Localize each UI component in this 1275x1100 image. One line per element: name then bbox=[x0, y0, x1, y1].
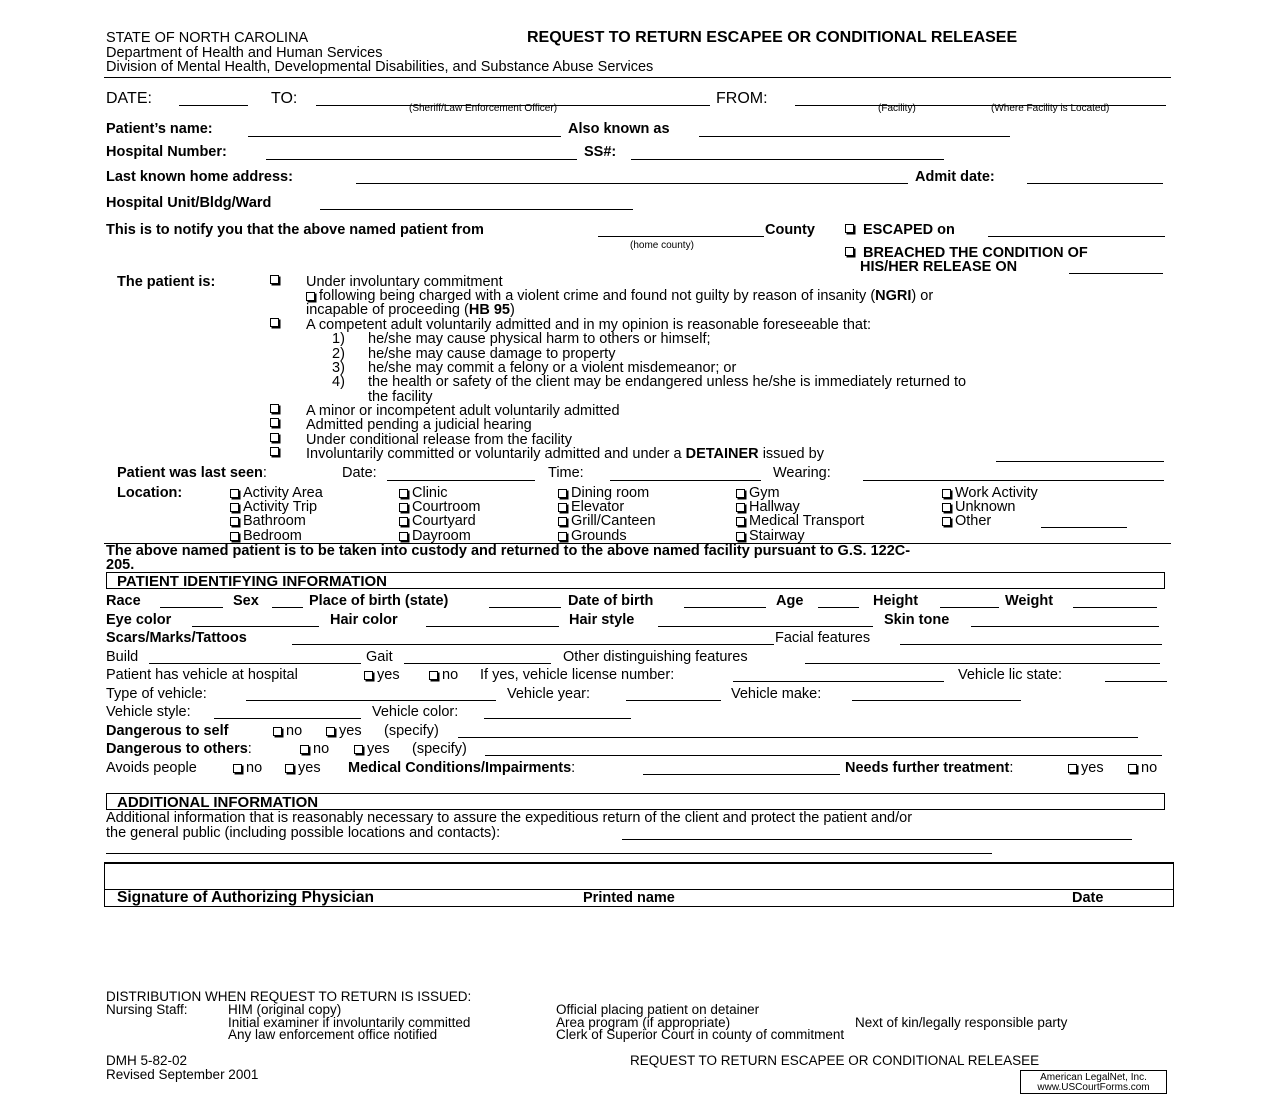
breached-date-field[interactable] bbox=[1069, 273, 1163, 274]
facial-features-label: Facial features bbox=[775, 630, 871, 646]
legalnet-stamp bbox=[1020, 1070, 1167, 1094]
vehicle-style-field[interactable] bbox=[214, 718, 361, 719]
race-field[interactable] bbox=[160, 607, 223, 608]
lic-state-field[interactable] bbox=[1105, 681, 1167, 682]
dangerous-self-field[interactable] bbox=[458, 737, 1138, 738]
loc-bathroom-checkbox[interactable] bbox=[230, 517, 239, 526]
loc-dining-room-checkbox[interactable] bbox=[558, 489, 567, 498]
loc-courtroom[interactable]: Courtroom bbox=[399, 500, 481, 515]
last-seen-label: Patient was last seen: bbox=[117, 465, 267, 481]
vehicle-color-field[interactable] bbox=[484, 718, 631, 719]
hospital-number-field[interactable] bbox=[266, 159, 577, 160]
hair-style-label: Hair style bbox=[569, 612, 635, 628]
wearing-field[interactable] bbox=[863, 480, 1164, 481]
hair-color-label: Hair color bbox=[330, 612, 398, 628]
conditional-label: Under conditional release from the facility bbox=[306, 432, 572, 448]
avoids-people-label: Avoids people bbox=[106, 760, 197, 776]
address-field[interactable] bbox=[356, 183, 908, 184]
dist-next-of-kin: Next of kin/legally responsible party bbox=[855, 1015, 1068, 1030]
avoids-no[interactable]: no bbox=[233, 761, 262, 776]
to-sublabel: (Sheriff/Law Enforcement Officer) bbox=[409, 103, 558, 114]
loc-activity-area[interactable]: Activity Area bbox=[230, 486, 323, 501]
loc-hallway-checkbox[interactable] bbox=[736, 503, 745, 512]
wearing-label: Wearing: bbox=[773, 465, 831, 481]
dangerous-others-no-checkbox[interactable] bbox=[300, 745, 309, 754]
vehicle-yes-checkbox[interactable] bbox=[364, 671, 373, 680]
aka-label: Also known as bbox=[568, 121, 670, 137]
escaped-checkbox[interactable] bbox=[845, 224, 854, 233]
ss-label: SS#: bbox=[584, 144, 617, 160]
breached-checkbox[interactable] bbox=[845, 247, 854, 256]
loc-clinic[interactable]: Clinic bbox=[399, 486, 447, 501]
escaped-label: ESCAPED on bbox=[863, 222, 955, 238]
vehicle-no-option[interactable]: no bbox=[429, 668, 458, 683]
vehicle-type-field[interactable] bbox=[246, 700, 496, 701]
build-field[interactable] bbox=[149, 663, 361, 664]
involuntary-label: Under involuntary commitment bbox=[306, 274, 503, 290]
admit-date-label: Admit date: bbox=[915, 169, 995, 185]
pid-section-header bbox=[106, 572, 1165, 589]
loc-stairway-checkbox[interactable] bbox=[736, 532, 745, 541]
avoids-no-checkbox[interactable] bbox=[233, 764, 242, 773]
loc-gym-checkbox[interactable] bbox=[736, 489, 745, 498]
loc-unknown-checkbox[interactable] bbox=[942, 503, 951, 512]
loc-dining-room[interactable]: Dining room bbox=[558, 486, 649, 501]
home-county-sublabel: (home county) bbox=[630, 240, 694, 251]
vehicle-no-checkbox[interactable] bbox=[429, 671, 438, 680]
escaped-date-field[interactable] bbox=[988, 236, 1165, 237]
dist-area-program: Area program (if appropriate) bbox=[556, 1015, 731, 1030]
dangerous-others-no[interactable]: no bbox=[300, 742, 329, 757]
loc-hallway[interactable]: Hallway bbox=[736, 500, 800, 515]
pending-checkbox[interactable] bbox=[270, 418, 279, 427]
avoids-yes[interactable]: yes bbox=[285, 761, 321, 776]
hospital-number-label: Hospital Number: bbox=[106, 144, 227, 160]
aka-field[interactable] bbox=[699, 136, 1010, 137]
ngri-text-b: NGRI bbox=[875, 288, 912, 304]
loc-unknown[interactable]: Unknown bbox=[942, 500, 1015, 515]
legalnet-name: American LegalNet, Inc. bbox=[1040, 1072, 1147, 1083]
legalnet-url: www.USCourtForms.com bbox=[1037, 1082, 1150, 1093]
vehicle-make-field[interactable] bbox=[852, 700, 1021, 701]
other-features-label: Other distinguishing features bbox=[563, 649, 748, 665]
ngri-text-a: following being charged with a violent crime and found not guilty by reason of insanity ( bbox=[319, 288, 876, 304]
loc-medical-transport[interactable]: Medical Transport bbox=[736, 514, 864, 529]
dangerous-self-yes-checkbox[interactable] bbox=[326, 727, 335, 736]
dist-initial-examiner: Initial examiner if involuntarily committed bbox=[228, 1015, 471, 1030]
avoids-yes-checkbox[interactable] bbox=[285, 764, 294, 773]
footer-title: REQUEST TO RETURN ESCAPEE OR CONDITIONAL RELEASEE bbox=[630, 1053, 1040, 1068]
custody-text: The above named patient is to be taken into custody and returned to the above named facility pursuant to G.S. 122C- bbox=[106, 543, 911, 559]
other-features-field[interactable] bbox=[805, 663, 1160, 664]
dangerous-self-yes[interactable]: yes bbox=[326, 724, 362, 739]
to-label: TO: bbox=[271, 90, 298, 107]
skin-tone-field[interactable] bbox=[971, 626, 1159, 627]
ngri-checkbox[interactable] bbox=[306, 292, 315, 301]
detainer-label: Involuntarily committed or voluntarily admitted and under a DETAINER issued by bbox=[306, 446, 824, 462]
gait-label: Gait bbox=[366, 649, 393, 665]
age-label: Age bbox=[776, 593, 804, 609]
additional-field-1[interactable] bbox=[622, 839, 1132, 840]
nursing-staff-label: Nursing Staff: bbox=[106, 1002, 188, 1017]
hair-style-field[interactable] bbox=[658, 626, 873, 627]
dist-clerk: Clerk of Superior Court in county of commitment bbox=[556, 1027, 845, 1042]
loc-bedroom[interactable]: Bedroom bbox=[230, 529, 302, 544]
loc-dayroom[interactable]: Dayroom bbox=[399, 529, 471, 544]
loc-grill-canteen-checkbox[interactable] bbox=[558, 517, 567, 526]
loc-bathroom[interactable]: Bathroom bbox=[230, 514, 306, 529]
reason-3-number: 3) bbox=[332, 360, 345, 376]
dangerous-self-label: Dangerous to self bbox=[106, 723, 229, 739]
competent-label: A competent adult voluntarily admitted and in my opinion is reasonable foreseeable that: bbox=[306, 317, 872, 333]
home-county-field[interactable] bbox=[598, 236, 764, 237]
loc-activity-area-checkbox[interactable] bbox=[230, 489, 239, 498]
pending-label: Admitted pending a judicial hearing bbox=[306, 417, 532, 433]
further-treatment-label: Needs further treatment: bbox=[845, 760, 1014, 776]
signature-date-label: Date bbox=[1072, 890, 1104, 906]
loc-courtroom-checkbox[interactable] bbox=[399, 503, 408, 512]
dangerous-others-field[interactable] bbox=[485, 755, 1162, 756]
loc-other-field[interactable] bbox=[1041, 527, 1127, 528]
loc-grounds-checkbox[interactable] bbox=[558, 532, 567, 541]
location-sublabel: (Where Facility is Located) bbox=[991, 103, 1110, 114]
admit-date-field[interactable] bbox=[1027, 183, 1163, 184]
dangerous-others-yes-checkbox[interactable] bbox=[354, 745, 363, 754]
dist-him: HIM (original copy) bbox=[228, 1002, 342, 1017]
loc-work-activity-checkbox[interactable] bbox=[942, 489, 951, 498]
from-label: FROM: bbox=[716, 90, 768, 107]
reason-4-number: 4) bbox=[332, 374, 345, 390]
dangerous-others-specify: (specify) bbox=[412, 741, 467, 757]
vehicle-yes-option[interactable]: yes bbox=[364, 668, 400, 683]
loc-medical-transport-checkbox[interactable] bbox=[736, 517, 745, 526]
printed-name-label: Printed name bbox=[583, 890, 675, 906]
division-name: Division of Mental Health, Developmental Disabilities, and Substance Abuse Services bbox=[106, 59, 654, 75]
reason-4-text: the health or safety of the client may be endangered unless he/she is immediately returned to bbox=[368, 374, 967, 390]
loc-bedroom-checkbox[interactable] bbox=[230, 532, 239, 541]
unit-field[interactable] bbox=[320, 209, 633, 210]
lic-state-label: Vehicle lic state: bbox=[958, 667, 1062, 683]
height-field[interactable] bbox=[940, 607, 999, 608]
date-field[interactable] bbox=[179, 105, 248, 106]
loc-courtyard[interactable]: Courtyard bbox=[399, 514, 476, 529]
patient-name-label: Patient’s name: bbox=[106, 121, 213, 137]
loc-other-checkbox[interactable] bbox=[942, 517, 951, 526]
custody-text-2: 205. bbox=[106, 557, 135, 573]
vehicle-year-label: Vehicle year: bbox=[507, 686, 591, 702]
loc-activity-trip-checkbox[interactable] bbox=[230, 503, 239, 512]
loc-elevator[interactable]: Elevator bbox=[558, 500, 624, 515]
age-field[interactable] bbox=[818, 607, 859, 608]
notify-label: This is to notify you that the above named patient from bbox=[106, 222, 484, 238]
last-seen-date-label: Date: bbox=[342, 465, 377, 481]
from-field[interactable] bbox=[795, 105, 1166, 106]
further-yes[interactable]: yes bbox=[1068, 761, 1104, 776]
distribution-heading: DISTRIBUTION WHEN REQUEST TO RETURN IS ISSUED: bbox=[106, 989, 472, 1004]
vehicle-label: Patient has vehicle at hospital bbox=[106, 667, 298, 683]
date-label: DATE: bbox=[106, 90, 152, 107]
department-name: Department of Health and Human Services bbox=[106, 45, 383, 61]
dangerous-self-no[interactable]: no bbox=[273, 724, 302, 739]
additional-field-2[interactable] bbox=[106, 853, 992, 854]
form-number: DMH 5-82-02 bbox=[106, 1053, 188, 1068]
build-label: Build bbox=[106, 649, 139, 665]
dob-field[interactable] bbox=[684, 607, 766, 608]
address-label: Last known home address: bbox=[106, 169, 293, 185]
loc-activity-trip[interactable]: Activity Trip bbox=[230, 500, 317, 515]
patient-name-field[interactable] bbox=[248, 136, 561, 137]
loc-stairway[interactable]: Stairway bbox=[736, 529, 805, 544]
pid-heading: PATIENT IDENTIFYING INFORMATION bbox=[117, 573, 387, 590]
breached-label-2: HIS/HER RELEASE ON bbox=[860, 259, 1018, 275]
unit-label: Hospital Unit/Bldg/Ward bbox=[106, 195, 272, 211]
loc-dayroom-checkbox[interactable] bbox=[399, 532, 408, 541]
skin-tone-label: Skin tone bbox=[884, 612, 950, 628]
loc-gym[interactable]: Gym bbox=[736, 486, 780, 501]
dangerous-others-yes[interactable]: yes bbox=[354, 742, 390, 757]
additional-heading: ADDITIONAL INFORMATION bbox=[117, 794, 319, 811]
reason-1-number: 1) bbox=[332, 331, 345, 347]
patient-status-label: The patient is: bbox=[117, 274, 216, 290]
height-label: Height bbox=[873, 593, 919, 609]
weight-field[interactable] bbox=[1073, 607, 1157, 608]
form-title: REQUEST TO RETURN ESCAPEE OR CONDITIONAL RELEASEE bbox=[527, 29, 1018, 46]
state-name: STATE OF NORTH CAROLINA bbox=[106, 30, 309, 46]
reason-4-text-cont: the facility bbox=[368, 389, 433, 405]
dist-official: Official placing patient on detainer bbox=[556, 1002, 760, 1017]
facility-sublabel: (Facility) bbox=[878, 103, 916, 114]
loc-clinic-checkbox[interactable] bbox=[399, 489, 408, 498]
vehicle-year-field[interactable] bbox=[626, 700, 721, 701]
sex-label: Sex bbox=[233, 593, 259, 609]
reason-3-text: he/she may commit a felony or a violent misdemeanor; or bbox=[368, 360, 737, 376]
birthplace-label: Place of birth (state) bbox=[309, 593, 449, 609]
further-no-checkbox[interactable] bbox=[1128, 764, 1137, 773]
dob-label: Date of birth bbox=[568, 593, 654, 609]
vehicle-color-label: Vehicle color: bbox=[372, 704, 459, 720]
medical-field[interactable] bbox=[643, 774, 840, 775]
license-number-label: If yes, vehicle license number: bbox=[480, 667, 675, 683]
competent-checkbox[interactable] bbox=[270, 318, 279, 327]
location-label: Location: bbox=[117, 485, 183, 501]
loc-elevator-checkbox[interactable] bbox=[558, 503, 567, 512]
loc-work-activity[interactable]: Work Activity bbox=[942, 486, 1038, 501]
last-seen-time-field[interactable] bbox=[610, 480, 761, 481]
conditional-checkbox[interactable] bbox=[270, 433, 279, 442]
eye-color-field[interactable] bbox=[192, 626, 319, 627]
vehicle-make-label: Vehicle make: bbox=[731, 686, 822, 702]
loc-courtyard-checkbox[interactable] bbox=[399, 517, 408, 526]
reason-2-number: 2) bbox=[332, 346, 345, 362]
ngri-text-c: ) or bbox=[911, 288, 934, 304]
additional-text-2: the general public (including possible locations and contacts): bbox=[106, 825, 501, 841]
vehicle-type-label: Type of vehicle: bbox=[106, 686, 207, 702]
involuntary-checkbox[interactable] bbox=[270, 275, 279, 284]
loc-grounds[interactable]: Grounds bbox=[558, 529, 627, 544]
vehicle-style-label: Vehicle style: bbox=[106, 704, 191, 720]
scars-label: Scars/Marks/Tattoos bbox=[106, 630, 247, 646]
further-no[interactable]: no bbox=[1128, 761, 1157, 776]
sex-field[interactable] bbox=[272, 607, 303, 608]
dangerous-self-no-checkbox[interactable] bbox=[273, 727, 282, 736]
additional-section-header bbox=[106, 793, 1165, 810]
license-number-field[interactable] bbox=[733, 681, 944, 682]
medical-label: Medical Conditions/Impairments: bbox=[348, 760, 576, 776]
further-yes-checkbox[interactable] bbox=[1068, 764, 1077, 773]
eye-color-label: Eye color bbox=[106, 612, 172, 628]
scars-field[interactable] bbox=[292, 644, 774, 645]
gait-field[interactable] bbox=[404, 663, 551, 664]
header-divider bbox=[104, 77, 1171, 78]
loc-grill-canteen[interactable]: Grill/Canteen bbox=[558, 514, 656, 529]
minor-label: A minor or incompetent adult voluntarily admitted bbox=[306, 403, 620, 419]
loc-other[interactable]: Other bbox=[942, 514, 991, 529]
ss-field[interactable] bbox=[631, 159, 944, 160]
signature-label: Signature of Authorizing Physician bbox=[117, 889, 374, 906]
revised-date: Revised September 2001 bbox=[106, 1067, 259, 1082]
race-label: Race bbox=[106, 593, 141, 609]
last-seen-date-field[interactable] bbox=[387, 480, 535, 481]
facial-features-field[interactable] bbox=[900, 644, 1162, 645]
dangerous-self-specify: (specify) bbox=[384, 723, 439, 739]
detainer-checkbox[interactable] bbox=[270, 447, 279, 456]
hair-color-field[interactable] bbox=[426, 626, 559, 627]
minor-checkbox[interactable] bbox=[270, 404, 279, 413]
weight-label: Weight bbox=[1005, 593, 1054, 609]
dist-law-enforcement: Any law enforcement office notified bbox=[228, 1027, 438, 1042]
birthplace-field[interactable] bbox=[489, 607, 561, 608]
hb95-text: incapable of proceeding (HB 95) bbox=[306, 302, 515, 318]
last-seen-time-label: Time: bbox=[548, 465, 584, 481]
reason-1-text: he/she may cause physical harm to others or himself; bbox=[368, 331, 711, 347]
county-label: County bbox=[765, 222, 815, 238]
dangerous-others-label: Dangerous to others: bbox=[106, 741, 252, 757]
reason-2-text: he/she may cause damage to property bbox=[368, 346, 616, 362]
additional-text-1: Additional information that is reasonably necessary to assure the expeditious return of the client and protect the patient and/or bbox=[106, 810, 913, 826]
detainer-issuer-field[interactable] bbox=[996, 461, 1164, 462]
breached-label: BREACHED THE CONDITION OF bbox=[863, 245, 1088, 261]
